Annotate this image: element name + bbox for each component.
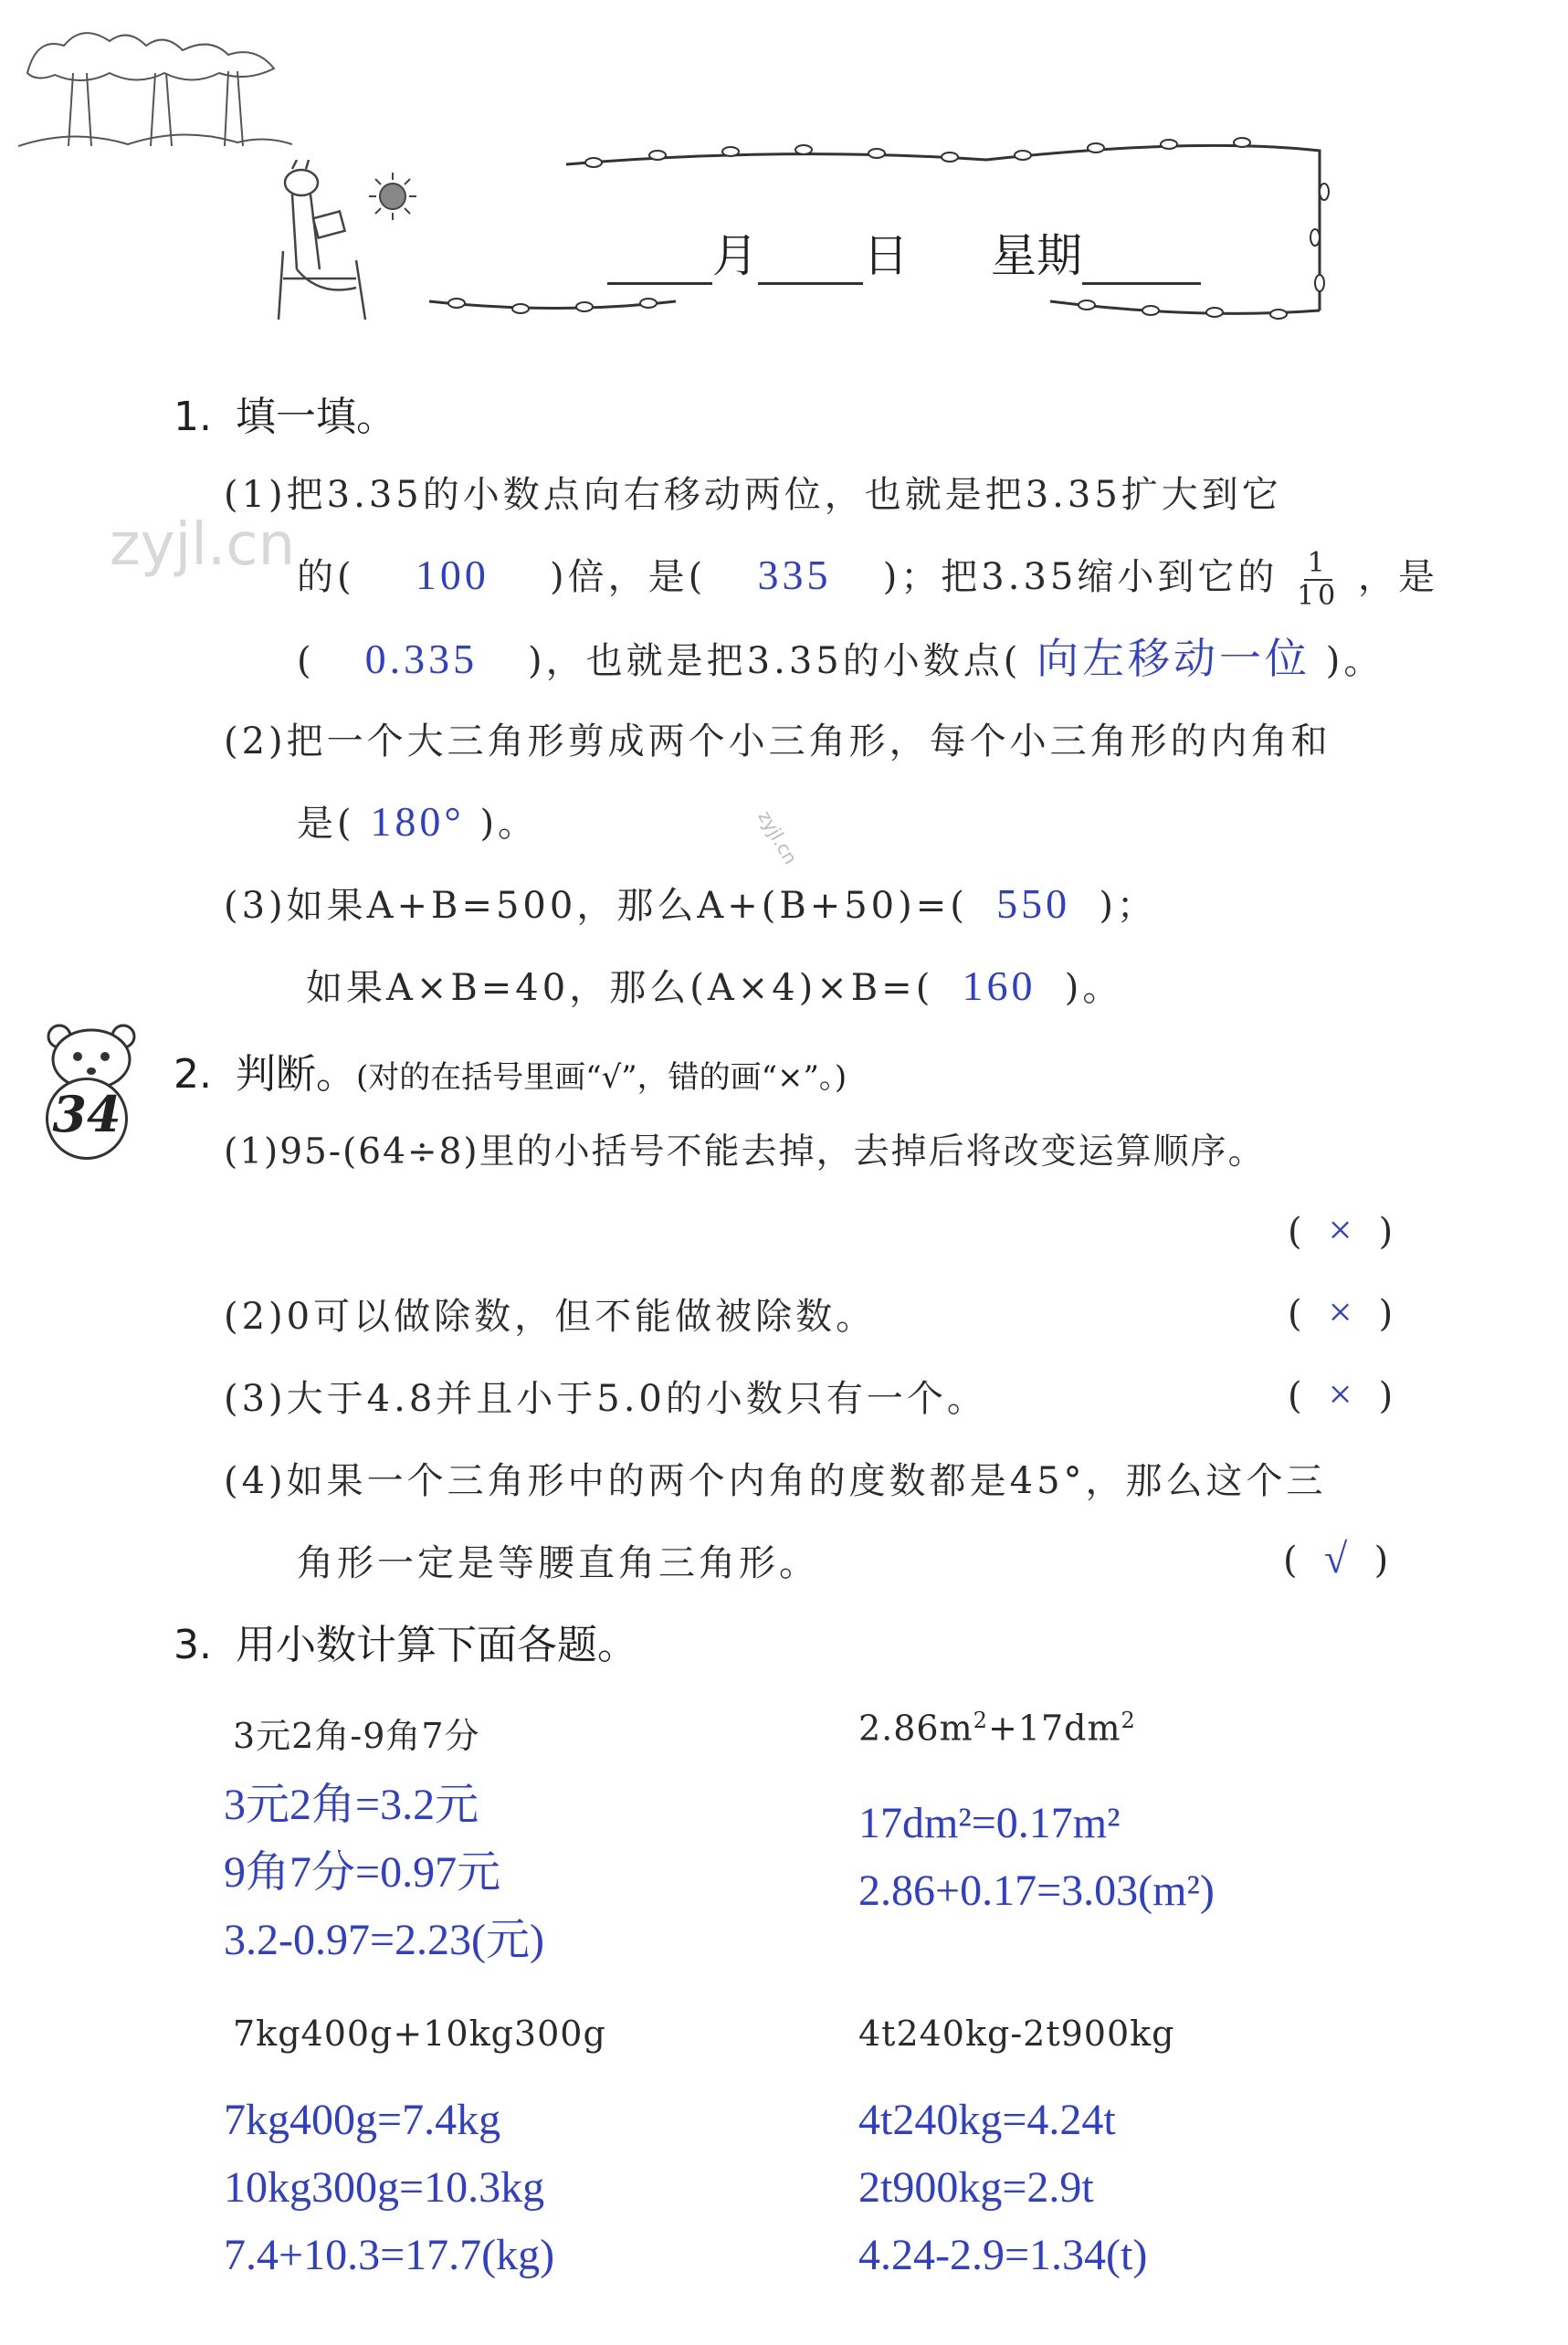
q3-problem3-work xyxy=(224,2087,554,2289)
frac-denominator: 10 xyxy=(1297,580,1340,612)
q1-part3-line1 xyxy=(224,877,1157,929)
work-line: 10kg300g=10.3kg xyxy=(224,2163,545,2212)
answer-mark: × xyxy=(1328,1206,1356,1253)
month-blank xyxy=(607,282,712,285)
text: 的( xyxy=(297,556,355,598)
text: +17dm xyxy=(987,1708,1121,1749)
text: )，也就是把3.35的小数点( xyxy=(528,640,1022,682)
page-number: 34 xyxy=(52,1085,121,1143)
day-label: 日 xyxy=(863,229,909,282)
paren: ) xyxy=(1373,1540,1393,1582)
q1-heading xyxy=(174,384,396,442)
answer-550: 550 xyxy=(996,880,1071,927)
q3-problem2-work xyxy=(858,1790,1215,1925)
text: 如果A×B=40，那么(A×4)×B=( xyxy=(306,967,934,1009)
q3-problem1-work xyxy=(224,1772,544,1974)
answer-335: 335 xyxy=(757,552,832,598)
text: )。 xyxy=(479,803,539,845)
work-line: 7.4+10.3=17.7(kg) xyxy=(224,2231,555,2279)
text: 是( xyxy=(297,803,355,845)
sun-icon xyxy=(365,169,420,224)
text: )；把3.35缩小到它的 xyxy=(882,556,1279,598)
paren: ( xyxy=(1288,1211,1306,1253)
q2-item2-paren xyxy=(1288,1288,1396,1336)
paren: ( xyxy=(1288,1375,1306,1417)
work-line: 4.24-2.9=1.34(t) xyxy=(858,2231,1148,2279)
trees-illustration xyxy=(18,18,292,155)
answer-mark: × xyxy=(1328,1371,1356,1417)
paren: ) xyxy=(1378,1211,1397,1253)
text: ( xyxy=(297,640,315,682)
q3-problem4-expr: 4t240kg-2t900kg xyxy=(858,2014,1175,2054)
q2-item3-text: (3)大于4.8并且小于5.0的小数只有一个。 xyxy=(224,1378,987,1420)
superscript: 2 xyxy=(973,1708,988,1733)
q1-number: 1. xyxy=(174,394,212,440)
answer-0335: 0.335 xyxy=(364,636,479,682)
work-line: 4t240kg=4.24t xyxy=(858,2096,1116,2144)
weekday-blank xyxy=(1082,282,1201,285)
q1-part3-line2 xyxy=(306,959,1122,1011)
q1-part1-line2 xyxy=(297,548,1438,612)
work-line: 3元2角=3.2元 xyxy=(224,1781,479,1829)
answer-100: 100 xyxy=(415,552,489,598)
q3-number: 3. xyxy=(174,1622,212,1668)
q3-problem2-expr xyxy=(858,1708,1136,1749)
answer-mark: × xyxy=(1328,1288,1356,1335)
text: )。 xyxy=(1325,640,1384,682)
month-label: 月 xyxy=(712,229,758,282)
work-line: 3.2-0.97=2.23(元) xyxy=(224,1916,545,1964)
paren: ) xyxy=(1378,1375,1397,1417)
q2-instruction: (对的在括号里画“√”，错的画“×”。) xyxy=(355,1059,847,1096)
day-blank xyxy=(758,282,863,285)
q2-item4-text: (4)如果一个三角形中的两个内角的度数都是45°，那么这个三 xyxy=(224,1460,1327,1502)
q2-heading xyxy=(174,1041,847,1099)
answer-160: 160 xyxy=(962,962,1037,1009)
paren: ) xyxy=(1378,1293,1397,1335)
q1-part1-line1: (1)把3.35的小数点向右移动两位，也就是把3.35扩大到它 xyxy=(224,474,1282,516)
work-line: 2t900kg=2.9t xyxy=(858,2163,1094,2212)
text: )。 xyxy=(1064,967,1123,1009)
q3-problem3-expr: 7kg400g+10kg300g xyxy=(233,2014,606,2054)
paren: ( xyxy=(1283,1540,1301,1582)
text: ，是 xyxy=(1358,556,1438,598)
text: )； xyxy=(1099,885,1157,927)
date-line xyxy=(607,219,1201,285)
q2-item1-paren xyxy=(1288,1205,1396,1254)
q1-part2-line1: (2)把一个大三角形剪成两个小三角形，每个小三角形的内角和 xyxy=(224,720,1331,762)
q3-problem4-work xyxy=(858,2087,1147,2289)
watermark: zyjl.cn xyxy=(110,511,296,579)
q1-part2-line2 xyxy=(297,794,538,847)
text: )倍，是( xyxy=(550,556,707,598)
q1-part1-line3 xyxy=(297,626,1384,686)
watermark-small: zyjl.cn xyxy=(753,806,803,868)
q3-problem1-expr: 3元2角-9角7分 xyxy=(233,1716,480,1756)
q2-item3-paren xyxy=(1288,1370,1396,1418)
q2-item4-paren xyxy=(1283,1534,1392,1583)
frac-numerator: 1 xyxy=(1304,548,1332,581)
q2-item4-text2: 角形一定是等腰直角三角形。 xyxy=(297,1542,819,1584)
q3-heading xyxy=(174,1612,637,1670)
q3-title: 用小数计算下面各题。 xyxy=(235,1622,637,1668)
work-line: 17dm²=0.17m² xyxy=(858,1799,1121,1847)
q2-item2-text: (2)0可以做除数，但不能做被除数。 xyxy=(224,1296,877,1338)
answer-move-left: 向左移动一位 xyxy=(1037,634,1311,683)
q2-item1-text: (1)95-(64÷8)里的小括号不能去掉，去掉后将改变运算顺序。 xyxy=(224,1131,1266,1172)
answer-180: 180° xyxy=(370,798,465,845)
superscript: 2 xyxy=(1121,1708,1136,1733)
q2-title: 判断。 xyxy=(235,1051,356,1098)
work-line: 2.86+0.17=3.03(m²) xyxy=(858,1867,1215,1915)
q2-number: 2. xyxy=(174,1051,212,1098)
text: (3)如果A+B=500，那么A+(B+50)=( xyxy=(224,885,968,927)
fraction-one-tenth xyxy=(1297,548,1339,612)
weekday-label: 星期 xyxy=(991,229,1082,282)
answer-mark: √ xyxy=(1323,1535,1352,1582)
work-line: 7kg400g=7.4kg xyxy=(224,2096,501,2144)
work-line: 9角7分=0.97元 xyxy=(224,1848,501,1897)
text: 2.86m xyxy=(858,1708,973,1749)
q1-title: 填一填。 xyxy=(235,394,396,440)
paren: ( xyxy=(1288,1293,1306,1335)
